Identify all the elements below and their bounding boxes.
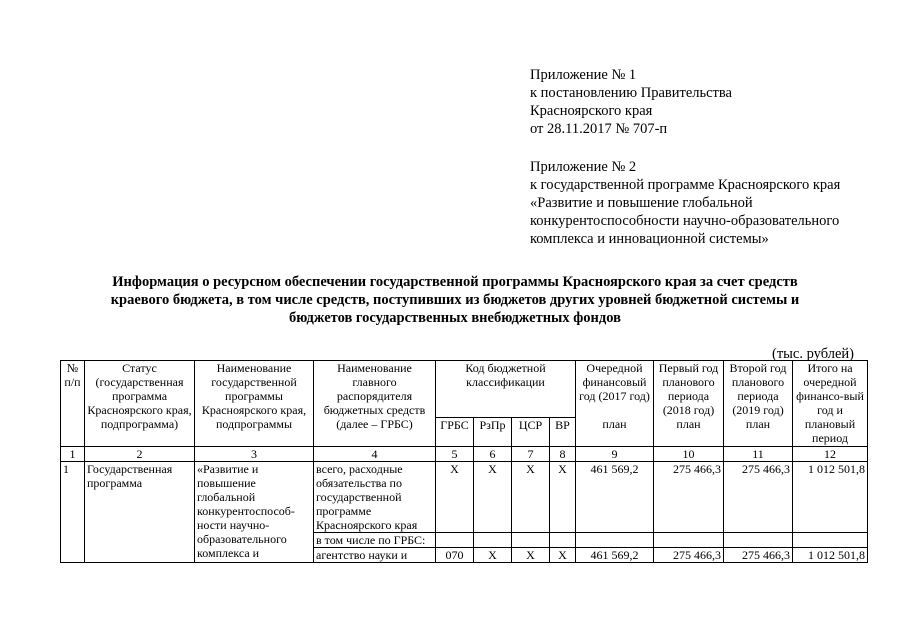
header-program-name: Наименование государственной программы Красноярского края, подпрограммы [195,361,314,447]
row-grbs-code: 070 [436,547,474,562]
appendix-2-line: к государственной программе Красноярского края [530,177,841,193]
header-rzpr: РзПр [474,417,512,446]
row-rzpr: Х [474,461,512,532]
header-year-2019: Второй год планового периода (2019 год) [724,361,793,418]
appendix-1-block [530,66,732,138]
document-title [60,273,850,327]
title-line: краевого бюджета, в том числе средств, поступивших из бюджетов других уровней бюджетной системы и [110,292,800,308]
header-plan-2019: план [724,417,793,446]
col-number: 6 [474,446,512,461]
header-kbk: Код бюджетной классификации [436,361,576,418]
col-number: 7 [512,446,550,461]
header-csr: ЦСР [512,417,550,446]
row-rzpr: Х [474,547,512,562]
row-value-2018: 275 466,3 [654,461,724,532]
row-rzpr [474,532,512,547]
appendix-1-line: Красноярского края [530,103,653,119]
row-vr [550,532,576,547]
row-value-total [793,532,868,547]
col-number: 11 [724,446,793,461]
unit-label: (тыс. рублей) [772,346,854,362]
row-value-total: 1 012 501,8 [793,547,868,562]
table-row [61,461,868,532]
resource-table [60,360,868,563]
row-value-2018 [654,532,724,547]
appendix-1-line: от 28.11.2017 № 707-п [530,121,668,137]
row-value-2019: 275 466,3 [724,547,793,562]
header-plan-2018: план [654,417,724,446]
header-num: № п/п [61,361,85,447]
header-total: Итого на очередной финансо-вый год и плановый период [793,361,868,447]
row-value-2017: 461 569,2 [576,461,654,532]
header-year-2018: Первый год планового периода (2018 год) [654,361,724,418]
header-status: Статус (государственная программа Красноярского края, подпрограмма) [85,361,195,447]
appendix-1-line: Приложение № 1 [530,67,637,83]
appendix-1-line: к постановлению Правительства [530,85,732,101]
title-line: бюджетов государственных внебюджетных фондов [289,310,621,326]
appendix-2-line: конкурентоспособности научно-образовательного [530,213,840,229]
header-grbs-name: Наименование главного распорядителя бюджетных средств (далее – ГРБС) [314,361,436,447]
appendix-2-block [530,158,840,248]
row-grbs-name: всего, расходные обязательства по государственной программе Красноярского края [314,461,436,532]
row-grbs-code: Х [436,461,474,532]
row-vr: Х [550,547,576,562]
row-value-2018: 275 466,3 [654,547,724,562]
row-value-2019: 275 466,3 [724,461,793,532]
col-number: 12 [793,446,868,461]
col-number: 1 [61,446,85,461]
row-value-total: 1 012 501,8 [793,461,868,532]
col-number: 8 [550,446,576,461]
col-number: 4 [314,446,436,461]
row-program-name: «Развитие и повышение глобальной конкурентоспособ-ности научно-образовательного комплекса и [195,461,314,562]
row-num: 1 [61,461,85,562]
row-csr: Х [512,547,550,562]
col-number: 5 [436,446,474,461]
row-value-2017 [576,532,654,547]
row-value-2019 [724,532,793,547]
col-number: 10 [654,446,724,461]
header-plan-2017: план [576,417,654,446]
row-grbs-name: агентство науки и [314,547,436,562]
appendix-2-line: Приложение № 2 [530,159,637,175]
row-status: Государственная программа [85,461,195,562]
header-year-2017: Очередной финансовый год (2017 год) [576,361,654,418]
row-grbs-code [436,532,474,547]
row-grbs-name: в том числе по ГРБС: [314,532,436,547]
col-number: 3 [195,446,314,461]
col-number: 2 [85,446,195,461]
row-value-2017: 461 569,2 [576,547,654,562]
row-vr: Х [550,461,576,532]
appendix-2-line: «Развитие и повышение глобальной [530,195,753,211]
row-csr: Х [512,461,550,532]
header-grbs-code: ГРБС [436,417,474,446]
row-csr [512,532,550,547]
appendix-2-line: комплекса и инновационной системы» [530,231,769,247]
col-number: 9 [576,446,654,461]
title-line: Информация о ресурсном обеспечении государственной программы Красноярского края за счет средств [112,274,798,290]
header-vr: ВР [550,417,576,446]
